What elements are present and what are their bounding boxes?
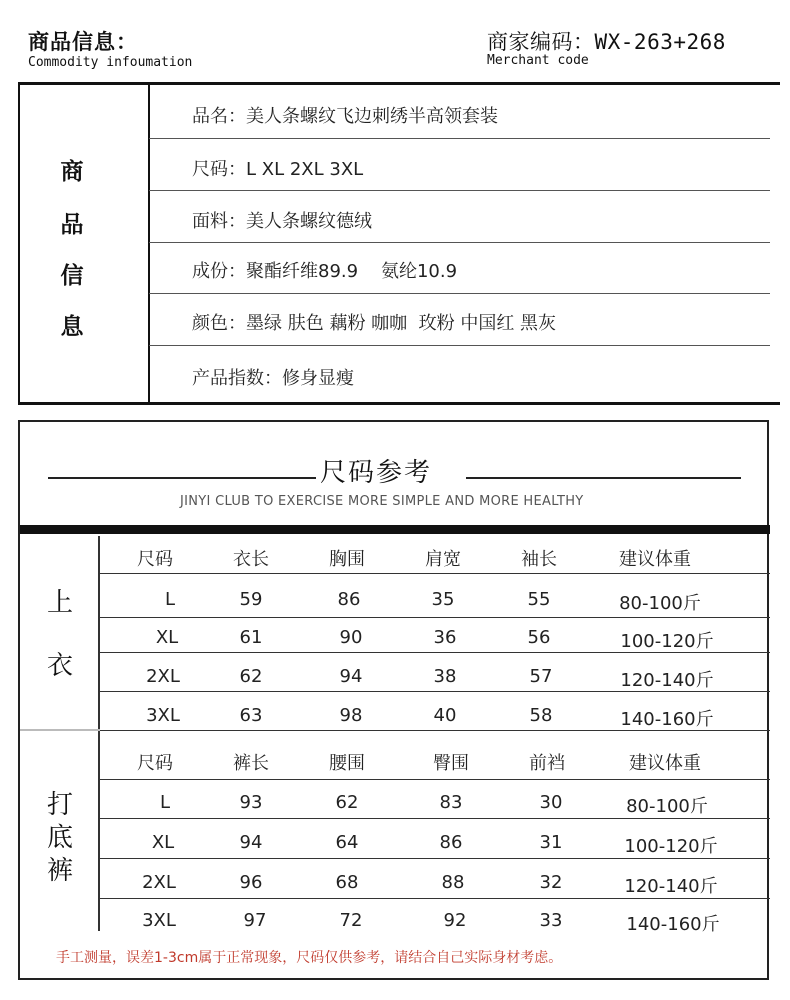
bottom-cell: 96	[239, 872, 263, 893]
top-cell: 86	[337, 589, 361, 610]
category-separator	[20, 729, 100, 731]
table-row-divider	[100, 617, 770, 618]
top-cell: 94	[339, 666, 363, 687]
bottom-cell: 97	[243, 910, 267, 931]
top-cell: 98	[339, 705, 363, 726]
bottom-cell: 120-140斤	[624, 876, 718, 897]
bottom-cell-size: L	[159, 792, 171, 813]
commodity-info-title: 商品信息：	[28, 30, 138, 54]
top-cell: 56	[527, 627, 551, 648]
table-row-divider	[100, 898, 770, 899]
top-cell-size: L	[164, 589, 176, 610]
top-cell: 38	[433, 666, 457, 687]
bottom-cell: 68	[335, 872, 359, 893]
top-header-cell: 建议体重	[619, 549, 691, 570]
bottom-cell: 80-100斤	[626, 796, 708, 817]
bottom-header-cell: 裤长	[233, 753, 269, 774]
table-row-divider	[100, 858, 770, 859]
size-chart-subtitle: JINYI CLUB TO EXERCISE MORE SIMPLE AND MORE HEALTHY	[180, 494, 584, 509]
top-cell-size: XL	[155, 627, 179, 648]
size-table-category-divider	[98, 536, 100, 931]
bottom-cell: 72	[339, 910, 363, 931]
top-cell: 62	[239, 666, 263, 687]
top-category-char: 上	[46, 588, 73, 618]
info-side-label-char: 商	[60, 159, 84, 185]
top-cell: 63	[239, 705, 263, 726]
info-row-name: 品名：美人条螺纹飞边刺绣半高领套装	[192, 106, 498, 127]
info-row-divider	[149, 293, 770, 294]
top-category-char: 衣	[46, 651, 73, 681]
measurement-note: 手工测量，误差1-3cm属于正常现象，尺码仅供参考，请结合自己实际身材考虑。	[56, 950, 563, 966]
top-cell: 100-120斤	[620, 631, 714, 652]
bottom-cell: 30	[539, 792, 563, 813]
bottom-header-cell: 建议体重	[629, 753, 701, 774]
bottom-cell: 88	[441, 872, 465, 893]
bottom-cell-size: 2XL	[142, 872, 176, 893]
top-cell: 36	[433, 627, 457, 648]
bottom-cell: 140-160斤	[626, 914, 720, 935]
top-cell: 35	[431, 589, 455, 610]
bottom-header-cell: 尺码	[137, 753, 173, 774]
top-cell: 59	[239, 589, 263, 610]
top-cell: 120-140斤	[620, 670, 714, 691]
info-row-divider	[149, 138, 770, 139]
top-cell: 57	[529, 666, 553, 687]
bottom-category-char: 打	[46, 790, 73, 820]
top-cell: 80-100斤	[619, 593, 701, 614]
bottom-cell: 92	[443, 910, 467, 931]
info-side-label-char: 信	[60, 263, 84, 289]
bottom-cell-size: XL	[151, 832, 175, 853]
top-header-cell: 肩宽	[425, 549, 461, 570]
merchant-code-subtitle: Merchant code	[487, 53, 589, 68]
bottom-cell: 31	[539, 832, 563, 853]
bottom-header-cell: 腰围	[329, 753, 365, 774]
bottom-header-cell: 前裆	[529, 753, 565, 774]
info-column-divider	[148, 83, 150, 405]
info-row-colors: 颜色：墨绿 肤色 藕粉 咖咖 玫粉 中国红 黑灰	[192, 313, 557, 334]
info-row-divider	[149, 242, 770, 243]
info-side-label-char: 品	[60, 212, 84, 238]
bottom-cell: 86	[439, 832, 463, 853]
info-row-product-index: 产品指数：修身显瘦	[192, 368, 354, 389]
table-row-divider	[100, 779, 770, 780]
bottom-cell: 93	[239, 792, 263, 813]
bottom-cell: 32	[539, 872, 563, 893]
table-row-divider	[100, 730, 770, 731]
top-cell: 61	[239, 627, 263, 648]
info-row-divider	[149, 345, 770, 346]
title-rule-right	[466, 477, 741, 479]
top-header-cell: 尺码	[137, 549, 173, 570]
table-row-divider	[100, 691, 770, 692]
bottom-cell: 94	[239, 832, 263, 853]
bottom-cell: 64	[335, 832, 359, 853]
table-row-divider	[100, 573, 770, 574]
size-chart-header-bar	[20, 525, 770, 534]
info-side-label-char: 息	[60, 314, 84, 340]
bottom-cell: 83	[439, 792, 463, 813]
bottom-category-char: 裤	[46, 856, 73, 886]
bottom-cell: 100-120斤	[624, 836, 718, 857]
info-top-border	[18, 82, 780, 85]
commodity-info-subtitle: Commodity infoumation	[28, 55, 193, 70]
table-row-divider	[100, 818, 770, 819]
top-header-cell: 衣长	[233, 549, 269, 570]
bottom-cell-size: 3XL	[142, 910, 176, 931]
info-row-composition: 成份：聚酯纤维89.9 氨纶10.9	[192, 261, 458, 282]
info-row-fabric: 面料：美人条螺纹德绒	[192, 211, 372, 232]
top-header-cell: 胸围	[329, 549, 365, 570]
top-cell: 55	[527, 589, 551, 610]
merchant-code-title: 商家编码：WX-263+268	[487, 30, 726, 54]
size-chart-title: 尺码参考	[320, 458, 433, 488]
info-row-divider	[149, 190, 770, 191]
info-left-border	[18, 83, 20, 405]
top-cell-size: 2XL	[146, 666, 180, 687]
top-cell: 40	[433, 705, 457, 726]
top-cell: 140-160斤	[620, 709, 714, 730]
title-rule-left	[48, 477, 316, 479]
bottom-cell: 33	[539, 910, 563, 931]
top-header-cell: 袖长	[521, 549, 557, 570]
bottom-header-cell: 臀围	[433, 753, 469, 774]
info-row-size: 尺码：L XL 2XL 3XL	[192, 159, 364, 180]
top-cell: 58	[529, 705, 553, 726]
table-row-divider	[100, 652, 770, 653]
top-cell-size: 3XL	[146, 705, 180, 726]
bottom-category-char: 底	[46, 823, 73, 853]
info-bottom-border	[18, 402, 780, 405]
top-cell: 90	[339, 627, 363, 648]
bottom-cell: 62	[335, 792, 359, 813]
